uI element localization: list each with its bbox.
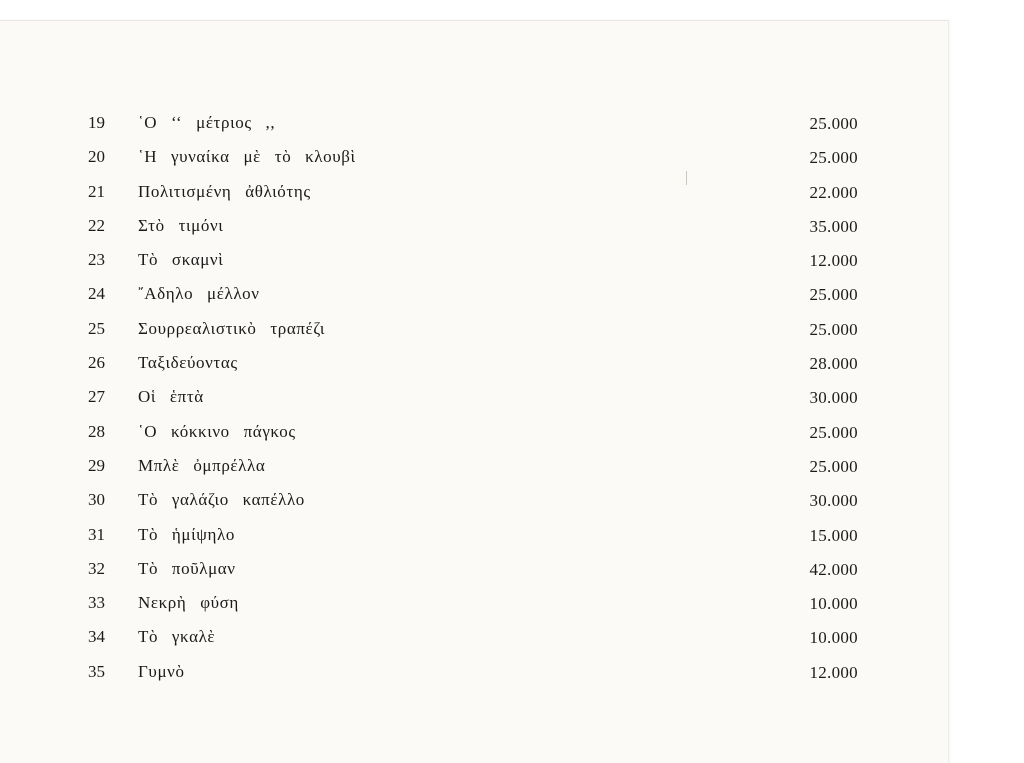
price-list [82, 113, 872, 696]
entry-price: 25.000 [809, 114, 858, 133]
list-item [82, 216, 872, 250]
entry-number: 34 [88, 627, 105, 647]
entry-title: Μπλὲ ὀμπρέλλα [138, 455, 266, 475]
list-item [82, 113, 872, 147]
list-item [82, 627, 872, 661]
entry-title: ῾Η γυναίκα μὲ τὸ κλουβὶ [138, 147, 356, 167]
entry-price: 25.000 [809, 422, 858, 442]
entry-price: 30.000 [809, 388, 858, 408]
list-item [82, 593, 872, 627]
entry-number: 24 [88, 284, 105, 304]
entry-title: Νεκρὴ φύση [138, 593, 239, 613]
entry-title: Σουρρεαλιστικὸ τραπέζι [138, 318, 326, 338]
list-item [82, 250, 872, 284]
entry-number: 25 [88, 318, 105, 338]
list-item [82, 182, 872, 216]
entry-title: Τὸ γκαλὲ [138, 627, 216, 647]
entry-title: Τὸ σκαμνὶ [138, 250, 224, 270]
entry-price: 25.000 [809, 148, 858, 168]
entry-price: 12.000 [809, 662, 858, 682]
list-item [82, 422, 872, 456]
list-item [82, 525, 872, 559]
entry-title: Τὸ ἡμίψηλο [138, 524, 235, 544]
entry-number: 21 [88, 181, 105, 201]
entry-price: 28.000 [809, 354, 858, 374]
entry-number: 28 [88, 421, 105, 441]
entry-number: 29 [88, 455, 105, 475]
entry-price: 30.000 [809, 491, 858, 511]
entry-price: 10.000 [809, 628, 858, 648]
entry-title: Τὸ ποῦλμαν [138, 558, 236, 578]
entry-title: Τὸ γαλάζιο καπέλλο [138, 490, 305, 510]
entry-number: 33 [88, 593, 105, 613]
entry-title: Οἱ ἑπτὰ [138, 387, 204, 407]
entry-title: ῎Αδηλο μέλλον [138, 284, 260, 304]
entry-price: 15.000 [809, 525, 858, 545]
list-item [82, 456, 872, 490]
entry-number: 22 [88, 215, 105, 235]
entry-title: ῾Ο κόκκινο πάγκος [138, 421, 296, 441]
list-item [82, 387, 872, 421]
list-item [82, 319, 872, 353]
entry-number: 19 [88, 113, 105, 132]
entry-price: 25.000 [809, 285, 858, 305]
list-item [82, 284, 872, 318]
entry-number: 23 [88, 250, 105, 270]
entry-price: 25.000 [809, 319, 858, 339]
entry-title: Πολιτισμένη ἀθλιότης [138, 181, 311, 201]
list-item [82, 662, 872, 696]
entry-price: 25.000 [809, 456, 858, 476]
entry-number: 27 [88, 387, 105, 407]
entry-price: 10.000 [809, 594, 858, 614]
entry-number: 35 [88, 661, 105, 681]
entry-number: 31 [88, 524, 105, 544]
entry-number: 30 [88, 490, 105, 510]
entry-title: Στὸ τιμόνι [138, 215, 224, 235]
list-item [82, 490, 872, 524]
entry-number: 26 [88, 353, 105, 373]
list-item [82, 559, 872, 593]
entry-number: 20 [88, 147, 105, 167]
entry-number: 32 [88, 558, 105, 578]
entry-title: Γυμνὸ [138, 661, 185, 681]
list-item [82, 353, 872, 387]
entry-price: 35.000 [809, 216, 858, 236]
entry-price: 12.000 [809, 251, 858, 271]
entry-title: ῾Ο ‘‘ μέτριος ,, [138, 113, 276, 132]
entry-price: 42.000 [809, 559, 858, 579]
list-item [82, 147, 872, 181]
entry-price: 22.000 [809, 182, 858, 202]
entry-title: Ταξιδεύοντας [138, 353, 238, 373]
